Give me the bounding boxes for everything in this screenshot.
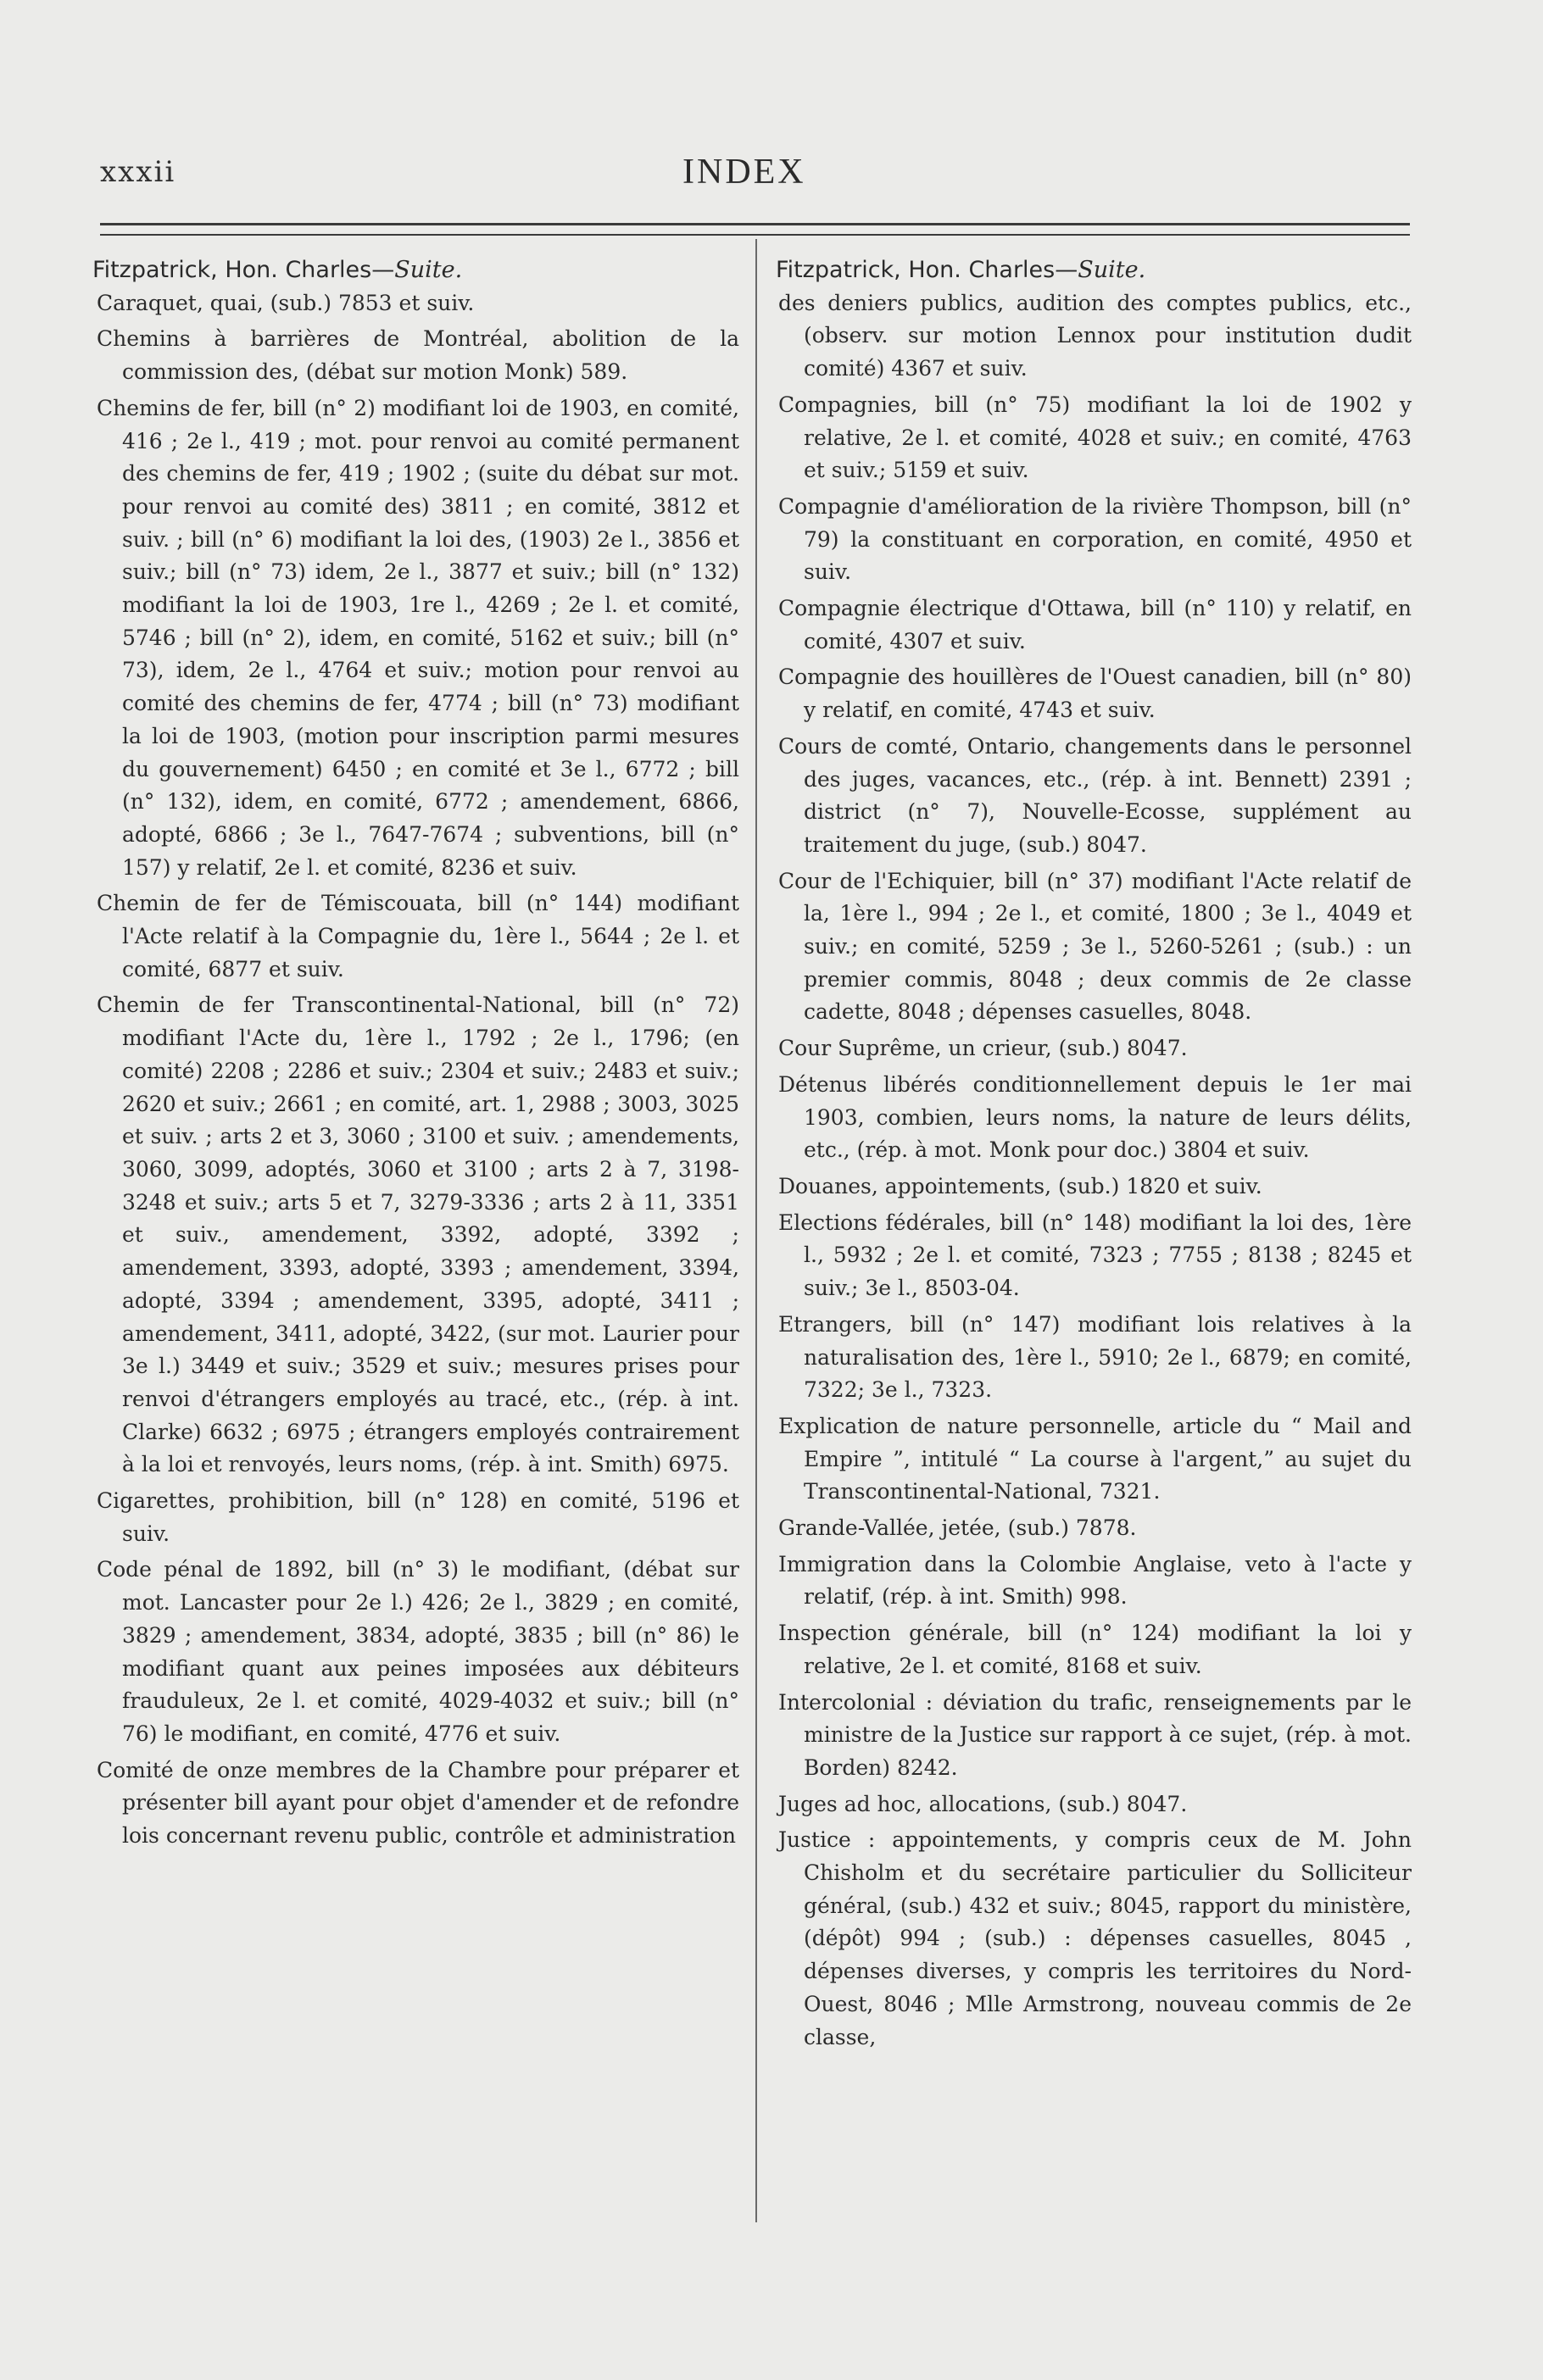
index-entry: Explication de nature personnelle, article du “ Mail and Empire ”, intitulé “ La course à l'argent,” au sujet du Transcontinental-National, 7321. <box>778 1413 1412 1504</box>
right-column-heading <box>776 254 1412 287</box>
heading-name: Fitzpatrick, Hon. Charles— <box>776 257 1078 283</box>
page-header <box>0 155 1543 206</box>
index-entry: Chemins à barrières de Montréal, abolition de la commission des, (débat sur motion Monk) 589. <box>97 326 739 385</box>
index-entry: des deniers publics, audition des comptes publics, etc., (observ. sur motion Lennox pour institution dudit comité) 4367 et suiv. <box>778 290 1412 381</box>
page-title: INDEX <box>682 153 806 192</box>
index-entry: Juges ad hoc, allocations, (sub.) 8047. <box>778 1791 1188 1816</box>
left-column <box>92 254 739 1856</box>
heading-suite: Suite. <box>394 257 463 283</box>
index-entry: Inspection générale, bill (n° 124) modifiant la loi y relative, 2e l. et comité, 8168 et suiv. <box>778 1621 1412 1678</box>
column-divider <box>755 239 757 2222</box>
index-entry: Cour de l'Echiquier, bill (n° 37) modifiant l'Acte relatif de la, 1ère l., 994 ; 2e l., et comité, 1800 ; 3e l., 4049 et suiv.; en comité, 5259 ; 3e l., 5260-5261 ; (sub.) : un premier commis, 8048 ; deux commis de 2e classe cadette, 8048 ; dépenses casuelles, 8048. <box>778 868 1412 1025</box>
index-entry: Caraquet, quai, (sub.) 7853 et suiv. <box>97 290 475 315</box>
index-entry: Cour Suprême, un crieur, (sub.) 8047. <box>778 1036 1188 1061</box>
index-entry: Compagnie des houillères de l'Ouest canadien, bill (n° 80) y relatif, en comité, 4743 et suiv. <box>778 665 1412 723</box>
index-entry: Chemin de fer de Témiscouata, bill (n° 144) modifiant l'Acte relatif à la Compagnie du, 1ère l., 5644 ; 2e l. et comité, 6877 et suiv. <box>97 891 739 981</box>
header-rule-top <box>100 223 1410 225</box>
index-entry: Chemins de fer, bill (n° 2) modifiant loi de 1903, en comité, 416 ; 2e l., 419 ; mot. pour renvoi au comité permanent des chemins de fer, 419 ; 1902 ; (suite du débat sur mot. pour renvoi au comité des) 3811 ; en comité, 3812 et suiv. ; bill (n° 6) modifiant la loi des, (1903) 2e l., 3856 et suiv.; bill (n° 73) idem, 2e l., 3877 et suiv.; bill (n° 132) modifiant la loi de 1903, 1re l., 4269 ; 2e l. et comité, 5746 ; bill (n° 2), idem, en comité, 5162 et suiv.; bill (n° 73), idem, 2e l., 4764 et suiv.; motion pour renvoi au comité des chemins de fer, 4774 ; bill (n° 73) modifiant la loi de 1903, (motion pour inscription parmi mesures du gouvernement) 6450 ; en comité et 3e l., 6772 ; bill (n° 132), idem, en comité, 6772 ; amendement, 6866, adopté, 6866 ; 3e l., 7647-7674 ; subventions, bill (n° 157) y relatif, 2e l. et comité, 8236 et suiv. <box>97 395 739 880</box>
index-entry: Immigration dans la Colombie Anglaise, veto à l'acte y relatif, (rép. à int. Smith) 998. <box>778 1551 1412 1610</box>
index-entry: Etrangers, bill (n° 147) modifiant lois relatives à la naturalisation des, 1ère l., 5910; 2e l., 6879; en comité, 7322; 3e l., 7323. <box>778 1311 1412 1403</box>
index-entry: Cigarettes, prohibition, bill (n° 128) en comité, 5196 et suiv. <box>97 1488 739 1546</box>
heading-suite: Suite. <box>1078 257 1146 283</box>
header-rule-bottom <box>100 234 1410 236</box>
left-column-heading <box>92 254 739 287</box>
index-entry: Comité de onze membres de la Chambre pour préparer et présenter bill ayant pour objet d'amender et de refondre lois concernant revenu public, contrôle et administration <box>97 1757 739 1849</box>
index-entry: Elections fédérales, bill (n° 148) modifiant la loi des, 1ère l., 5932 ; 2e l. et comité, 7323 ; 7755 ; 8138 ; 8245 et suiv.; 3e l., 8503-04. <box>778 1209 1412 1301</box>
heading-name: Fitzpatrick, Hon. Charles— <box>92 257 395 283</box>
index-entry: Chemin de fer Transcontinental-National, bill (n° 72) modifiant l'Acte du, 1ère l., 1792 ; 2e l., 1796; (en comité) 2208 ; 2286 et suiv.; 2304 et suiv.; 2483 et suiv.; 2620 et suiv.; 2661 ; en comité, art. 1, 2988 ; 3003, 3025 et suiv. ; arts 2 et 3, 3060 ; 3100 et suiv. ; amendements, 3060, 3099, adoptés, 3060 et 3100 ; arts 2 à 7, 3198-3248 et suiv.; arts 5 et 7, 3279-3336 ; arts 2 à 11, 3351 et suiv., amendement, 3392, adopté, 3392 ; amendement, 3393, adopté, 3393 ; amendement, 3394, adopté, 3394 ; amendement, 3395, adopté, 3411 ; amendement, 3411, adopté, 3422, (sur mot. Laurier pour 3e l.) 3449 et suiv.; 3529 et suiv.; mesures prises pour renvoi d'étrangers employés au tracé, etc., (rép. à int. Clarke) 6632 ; 6975 ; étrangers employés contrairement à la loi et renvoyés, leurs noms, (rép. à int. Smith) 6975. <box>97 993 739 1477</box>
index-entry: Douanes, appointements, (sub.) 1820 et suiv. <box>778 1173 1262 1198</box>
index-entry: Code pénal de 1892, bill (n° 3) le modifiant, (débat sur mot. Lancaster pour 2e l.) 426; 2e l., 3829 ; en comité, 3829 ; amendement, 3834, adopté, 3835 ; bill (n° 86) le modifiant quant aux peines imposées aux débiteurs frauduleux, 2e l. et comité, 4029-4032 et suiv.; bill (n° 76) le modifiant, en comité, 4776 et suiv. <box>97 1557 739 1746</box>
index-entry: Grande-Vallée, jetée, (sub.) 7878. <box>778 1515 1137 1541</box>
left-entries <box>95 287 739 1853</box>
right-column <box>778 254 1412 2057</box>
index-entry: Détenus libérés conditionnellement depuis le 1er mai 1903, combien, leurs noms, la nature de leurs délits, etc., (rép. à mot. Monk pour doc.) 3804 et suiv. <box>778 1071 1412 1163</box>
index-entry: Justice : appointements, y compris ceux de M. John Chisholm et du secrétaire particulier du Solliciteur général, (sub.) 432 et suiv.; 8045, rapport du ministère, (dépôt) 994 ; (sub.) : dépenses casuelles, 8045 , dépenses diverses, y compris les territoires du Nord-Ouest, 8046 ; Mlle Armstrong, nouveau commis de 2e classe, <box>778 1827 1412 2049</box>
page-number: xxxii <box>100 155 176 189</box>
index-entry: Cours de comté, Ontario, changements dans le personnel des juges, vacances, etc., (rép. à int. Bennett) 2391 ; district (n° 7), Nouvelle-Ecosse, supplément au traitement du juge, (sub.) 8047. <box>778 733 1412 857</box>
right-entries <box>778 287 1412 2055</box>
index-entry: Compagnies, bill (n° 75) modifiant la loi de 1902 y relative, 2e l. et comité, 4028 et suiv.; en comité, 4763 et suiv.; 5159 et suiv. <box>778 392 1412 483</box>
index-entry: Compagnie électrique d'Ottawa, bill (n° 110) y relatif, en comité, 4307 et suiv. <box>778 596 1412 653</box>
index-entry: Compagnie d'amélioration de la rivière Thompson, bill (n° 79) la constituant en corporation, en comité, 4950 et suiv. <box>778 493 1412 585</box>
index-entry: Intercolonial : déviation du trafic, renseignements par le ministre de la Justice sur rapport à ce sujet, (rép. à mot. Borden) 8242. <box>778 1689 1412 1780</box>
